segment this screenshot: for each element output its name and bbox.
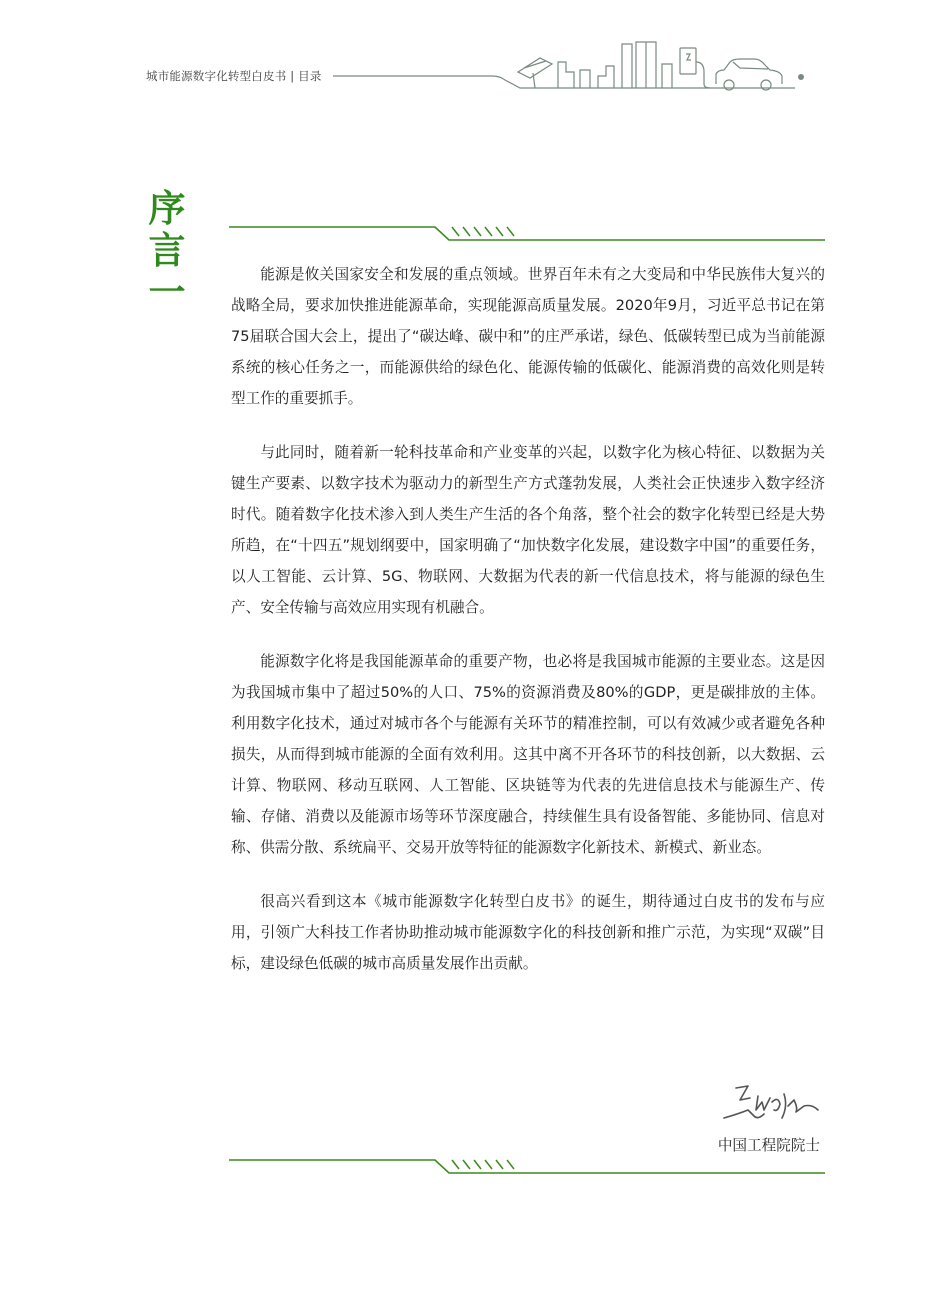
section-title-char: 序: [148, 187, 186, 230]
paragraph: 很高兴看到这本《城市能源数字化转型白皮书》的诞生，期待通过白皮书的发布与应用，引领广大科技工作者协助推动城市能源数字化的科技创新和推广示范，为实现“双碳”目标，建设绿色低碳的城市高质量发展作出贡献。: [231, 893, 825, 972]
section-title-char: 一: [148, 271, 186, 314]
document-header-title: 城市能源数字化转型白皮书 | 目录: [146, 69, 322, 83]
slash-divider-icon: [452, 227, 514, 236]
paragraph: 与此同时，随着新一轮科技革命和产业变革的兴起，以数字化为核心特征、以数据为关键生产要素、以数字技术为驱动力的新型生产方式蓬勃发展，人类社会正快速步入数字经济时代。随着数字化技术渗入到人类生产生活的各个角落，整个社会的数字化转型已经是大势所趋，在“十四五”规划纲要中，国家明确了“加快数字化发展，建设数字中国”的重要任务，以人工智能、云计算、5G、物联网、大数据为代表的新一代信息技术，将与能源的绿色生产、安全传输与高效应用实现有机融合。: [231, 444, 825, 616]
paragraph: 能源数字化将是我国能源革命的重要产物，也必将是我国城市能源的主要业态。这是因为我国城市集中了超过50%的人口、75%的资源消费及80%的GDP，更是碳排放的主体。利用数字化技术，通过对城市各个与能源有关环节的精准控制，可以有效减少或者避免各种损失，从而得到城市能源的全面有效利用。这其中离不开各环节的科技创新，以大数据、云计算、物联网、移动互联网、人工智能、区块链等为代表的先进信息技术与能源生产、传输、存储、消费以及能源市场等环节深度融合，持续催生具有设备智能、多能协同、信息对称、供需分散、系统扁平、交易开放等特征的能源数字化新技术、新模式、新业态。: [231, 653, 825, 856]
top-divider: [229, 227, 825, 240]
bottom-divider: [229, 1160, 825, 1173]
section-title-char: 言: [148, 229, 186, 272]
author-title: 中国工程院院士: [717, 1137, 820, 1154]
slash-divider-icon: [452, 1160, 514, 1169]
handwritten-signature-icon: [718, 1080, 828, 1130]
preface-body: [231, 259, 825, 1002]
paragraph: 能源是攸关国家安全和发展的重点领域。世界百年未有之大变局和中华民族伟大复兴的战略全局，要求加快推进能源革命，实现能源高质量发展。2020年9月，习近平总书记在第75届联合国大会上，提出了“碳达峰、碳中和”的庄严承诺，绿色、低碳转型已成为当前能源系统的核心任务之一，而能源供给的绿色化、能源传输的低碳化、能源消费的高效化则是转型工作的重要抓手。: [231, 266, 825, 407]
